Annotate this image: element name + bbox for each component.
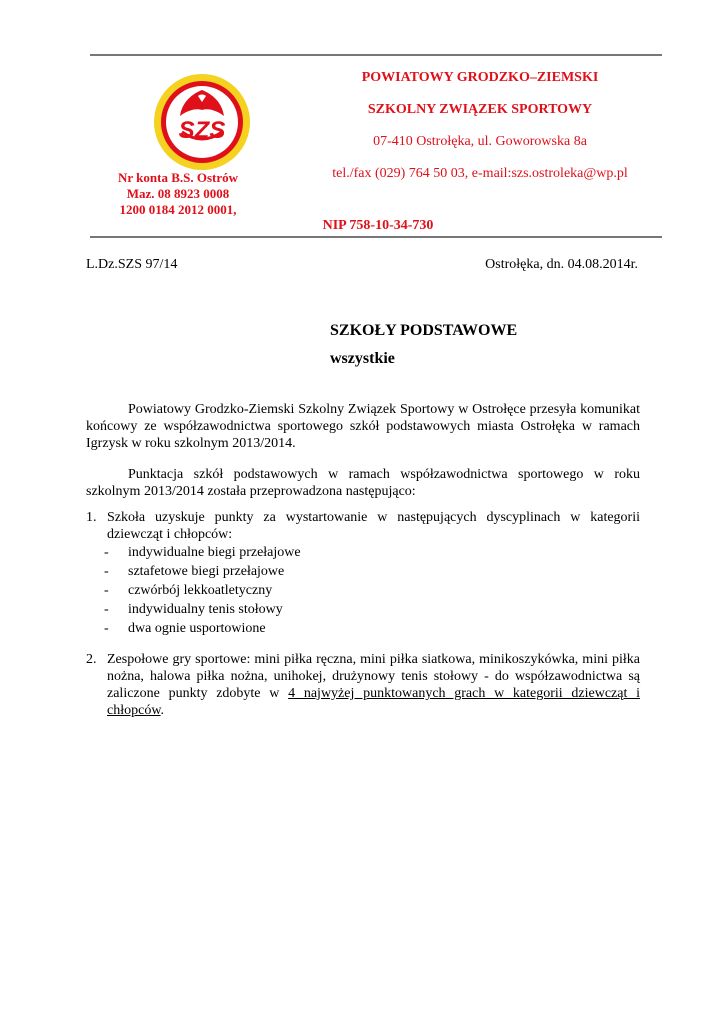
list-item: - indywidualny tenis stołowy [104,602,283,617]
szs-logo [152,72,252,172]
list-number-1: 1. [86,510,97,525]
bank-account [88,170,268,218]
list-item-1 [86,509,640,543]
disciplines-list [104,543,301,638]
bank-account-line2: Maz. 08 8923 0008 [126,186,230,201]
addressee-line2: wszystkie [330,350,395,367]
logo-text: SZS [178,117,226,144]
org-name-line1: POWIATOWY GRODZKO–ZIEMSKI [361,70,599,85]
org-contact: tel./fax (029) 764 50 03, e-mail:szs.ostroleka@wp.pl [332,166,628,181]
top-rule [90,54,662,56]
paragraph-scoring: Punktacja szkół podstawowych w ramach współzawodnictwa sportowego w roku szkolnym 2013/2014 została przeprowadzona następująco: [86,467,640,499]
reference-number: L.Dz.SZS 97/14 [86,257,178,272]
list-item-2-text: Zespołowe gry sportowe: mini piłka ręczna, mini piłka siatkowa, minikoszykówka, mini piłka nożna, halowa piłka nożna, unihokej, drużynowy tenis stołowy - do współzawodnictwa są zaliczone punkty zdobyte w 4 najwyżej punktowanych grach w kategorii dziewcząt i chłopców. [107,652,640,718]
list-item: - indywidualne biegi przełajowe [104,545,301,560]
org-name-line2: SZKOLNY ZWIĄZEK SPORTOWY [367,102,593,117]
addressee [330,322,517,368]
addressee-line1: SZKOŁY PODSTAWOWE [330,322,518,339]
bank-account-line1: Nr konta B.S. Ostrów [117,170,239,185]
org-address: 07-410 Ostrołęka, ul. Goworowska 8a [373,134,587,149]
list-item-2 [86,651,640,719]
org-nip: NIP 758-10-34-730 [322,218,434,233]
place-date: Ostrołęka, dn. 04.08.2014r. [485,257,638,272]
paragraph-intro: Powiatowy Grodzko-Ziemski Szkolny Związek Sportowy w Ostrołęce przesyła komunikat końcowy ze współzawodnictwa sportowego szkół podstawowych miasta Ostrołęka w ramach Igrzysk w roku szkolnym 2013/2014. [86,402,640,451]
list-item: - sztafetowe biegi przełajowe [104,564,285,579]
list-item: - dwa ognie usportowione [104,621,266,636]
list-item: - czwórbój lekkoatletyczny [104,583,273,598]
list-number-2: 2. [86,652,97,667]
header-divider [90,236,662,238]
bank-account-line3: 1200 0184 2012 0001, [119,202,237,217]
list-item-1-text: Szkoła uzyskuje punkty za wystartowanie w następujących dyscyplinach w kategorii dziewcząt i chłopców: [107,510,640,542]
underlined-phrase: 4 najwyżej punktowanych grach w kategorii dziewcząt i chłopców [107,686,640,718]
